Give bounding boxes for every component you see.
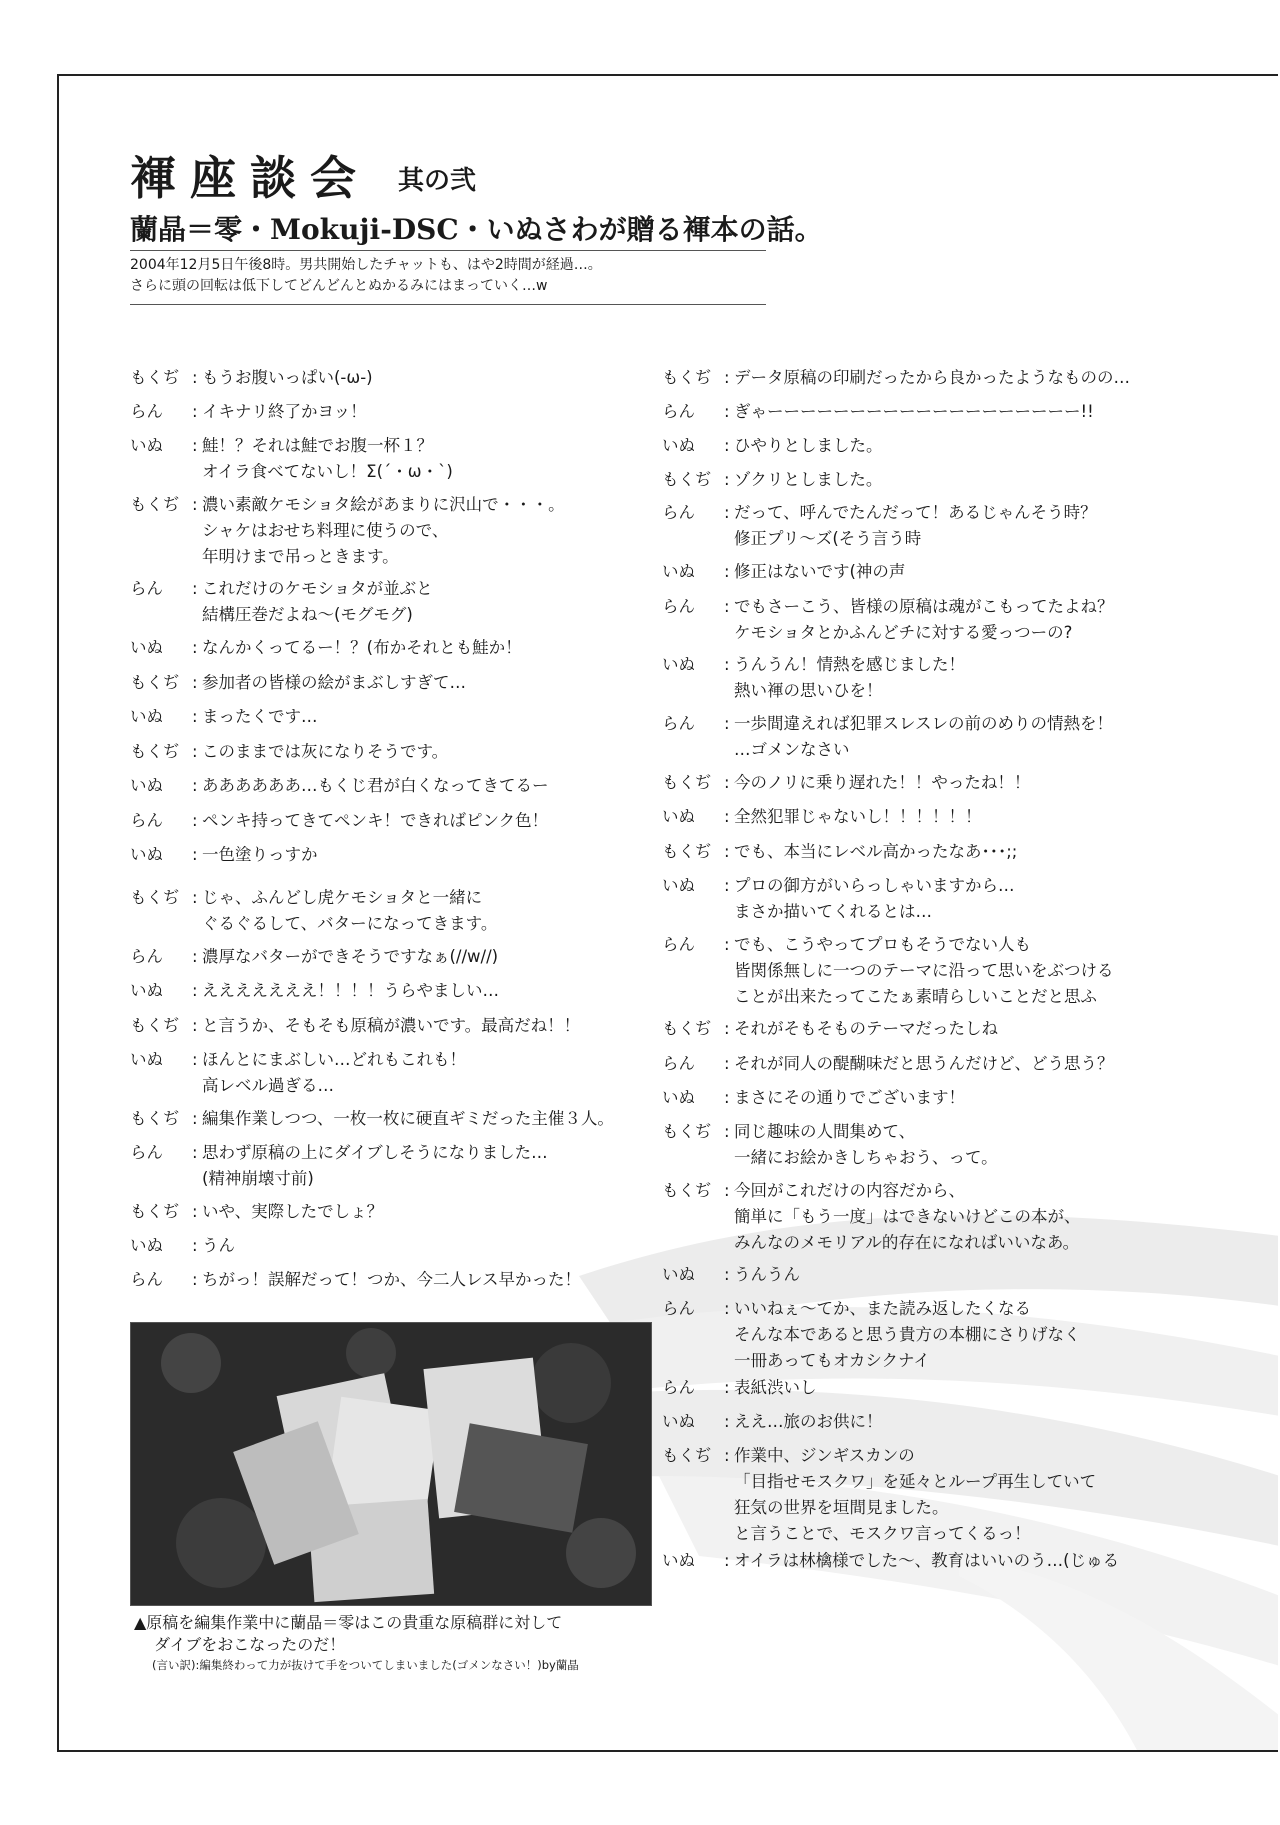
dialogue-entry <box>662 652 965 704</box>
speaker-name: らん <box>662 714 695 733</box>
dialogue-text <box>734 1548 1119 1574</box>
speaker-separator: : <box>724 402 730 421</box>
dialogue-entry <box>130 1106 614 1132</box>
dialogue-line: でも、本当にレベル高かったなあ･･･;; <box>734 842 1018 861</box>
dialogue-line: 鮭！？それは鮭でお腹一杯１？ <box>202 436 433 455</box>
speaker-separator: : <box>724 1299 730 1318</box>
speaker-name: もくぢ <box>662 1181 712 1200</box>
dialogue-text <box>734 804 982 830</box>
dialogue-text <box>734 559 905 585</box>
dialogue-line: ペンキ持ってきてペンキ！できればピンク色！ <box>202 811 549 830</box>
dialogue-entry <box>130 773 549 799</box>
speaker-name: らん <box>130 947 163 966</box>
dialogue-line: 作業中、ジンギスカンの <box>734 1446 915 1465</box>
dialogue-entry <box>662 839 1017 865</box>
dialogue-entry <box>662 711 1113 763</box>
dialogue-entry <box>662 1119 998 1171</box>
dialogue-line: ぎゃーーーーーーーーーーーーーーーーーーー!! <box>734 402 1094 421</box>
dialogue-line: 高レベル過ぎる… <box>202 1076 334 1095</box>
speaker-separator: : <box>724 1181 730 1200</box>
dialogue-line: 結構圧巻だよね～(モグモグ) <box>202 605 413 624</box>
dialogue-text <box>734 873 1015 925</box>
dialogue-line: じゃ、ふんどし虎ケモショタと一緒に <box>202 888 483 907</box>
dialogue-entry <box>130 1267 581 1293</box>
dialogue-line: 年明けまで吊っときます。 <box>202 547 399 566</box>
page-bottom-rule <box>57 1750 1278 1752</box>
dialogue-line: なんかくってるー！？(布かそれとも鮭か！ <box>202 638 522 657</box>
dialogue-entry <box>662 594 1114 646</box>
dialogue-text <box>734 1443 1096 1547</box>
dialogue-line: 簡単に「もう一度」はできないけどこの本が、 <box>734 1207 1081 1226</box>
speaker-separator: : <box>724 1446 730 1465</box>
speaker-separator: : <box>192 888 198 907</box>
photo-image <box>131 1323 651 1605</box>
dialogue-line: 修正プリ～ズ(そう言う時 <box>734 529 922 548</box>
speaker-name: らん <box>130 1143 163 1162</box>
intro-line: 2004年12月5日午後8時。男共開始したチャットも、はや2時間が経過…。 <box>130 257 602 273</box>
dialogue-entry <box>130 944 498 970</box>
speaker-separator: : <box>724 436 730 455</box>
page-title: 褌座談会 <box>130 151 370 205</box>
dialogue-line: まさか描いてくれるとは… <box>734 902 932 921</box>
intro-text <box>130 255 602 297</box>
speaker-name: らん <box>130 811 163 830</box>
speaker-separator: : <box>724 1378 730 1397</box>
dialogue-entry <box>130 1013 580 1039</box>
speaker-separator: : <box>192 707 198 726</box>
dialogue-entry <box>662 365 1130 391</box>
dialogue-line: 皆関係無しに一つのテーマに沿って思いをぶつける <box>734 961 1114 980</box>
dialogue-line: と言うか、そもそも原稿が濃いです。最高だね！！ <box>202 1016 581 1035</box>
speaker-name: いぬ <box>130 1050 163 1069</box>
dialogue-text <box>734 1375 817 1401</box>
dialogue-text <box>202 885 497 937</box>
photo-manuscripts <box>130 1322 652 1606</box>
speaker-name: いぬ <box>662 807 695 826</box>
speaker-name: いぬ <box>662 436 695 455</box>
dialogue-entry <box>662 1548 1119 1574</box>
dialogue-text <box>202 635 522 661</box>
speaker-separator: : <box>724 1551 730 1570</box>
dialogue-text <box>734 652 965 704</box>
dialogue-entry <box>662 932 1114 1010</box>
photo-caption-line: ▲原稿を編集作業中に蘭晶＝零はこの貴重な原稿群に対して <box>134 1613 563 1632</box>
dialogue-entry <box>662 500 1097 552</box>
dialogue-line: プロの御方がいらっしゃいますから… <box>734 876 1015 895</box>
dialogue-entry <box>662 1262 800 1288</box>
dialogue-entry <box>662 1409 883 1435</box>
dialogue-text <box>202 1267 581 1293</box>
intro-line: さらに頭の回転は低下してどんどんとぬかるみにはまっていく…w <box>130 278 548 294</box>
dialogue-text <box>734 594 1114 646</box>
dialogue-line: と言うことで、モスクワ言ってくるっ！ <box>734 1524 1031 1543</box>
dialogue-entry <box>662 804 982 830</box>
speaker-name: もくぢ <box>662 1122 712 1141</box>
dialogue-line: うん <box>202 1236 235 1255</box>
speaker-separator: : <box>192 1236 198 1255</box>
dialogue-line: (精神崩壊寸前) <box>202 1169 314 1188</box>
speaker-name: もくぢ <box>662 842 712 861</box>
dialogue-line: 一歩間違えれば犯罪スレスレの前のめりの情熱を！ <box>734 714 1114 733</box>
dialogue-text <box>734 1016 998 1042</box>
dialogue-text <box>734 467 882 493</box>
speaker-name: らん <box>662 1054 695 1073</box>
dialogue-line: みんなのメモリアル的存在になればいいなあ。 <box>734 1233 1080 1252</box>
dialogue-line: いや、実際したでしょ？ <box>202 1202 384 1221</box>
dialogue-entry <box>662 1443 1096 1547</box>
speaker-name: もくぢ <box>130 368 180 387</box>
speaker-name: もくぢ <box>130 495 180 514</box>
dialogue-line: シャケはおせち料理に使うので、 <box>202 521 449 540</box>
dialogue-line: ゾクリとしました。 <box>734 470 883 489</box>
speaker-name: もくぢ <box>130 673 180 692</box>
speaker-separator: : <box>192 638 198 657</box>
dialogue-line: 修正はないです(神の声 <box>734 562 906 581</box>
dialogue-entry <box>130 399 367 425</box>
speaker-name: いぬ <box>662 1412 695 1431</box>
dialogue-line: ちがっ！誤解だって！つか、今二人レス早かった！ <box>202 1270 582 1289</box>
speaker-name: もくぢ <box>662 773 712 792</box>
speaker-separator: : <box>192 742 198 761</box>
dialogue-text <box>734 1296 1081 1374</box>
dialogue-entry <box>662 770 1030 796</box>
speaker-name: もくぢ <box>130 742 180 761</box>
speaker-separator: : <box>192 776 198 795</box>
dialogue-text <box>202 1140 548 1192</box>
speaker-name: いぬ <box>130 845 163 864</box>
speaker-separator: : <box>192 368 198 387</box>
dialogue-entry <box>662 433 883 459</box>
dialogue-text <box>734 1262 800 1288</box>
speaker-separator: : <box>724 1054 730 1073</box>
speaker-separator: : <box>192 1109 198 1128</box>
dialogue-line: オイラは林檎様でした～、教育はいいのう…(じゅる <box>734 1551 1120 1570</box>
dialogue-text <box>734 500 1097 552</box>
dialogue-line: うんうん <box>734 1265 800 1284</box>
dialogue-text <box>734 770 1030 796</box>
speaker-separator: : <box>192 579 198 598</box>
dialogue-line: 熱い褌の思いひを！ <box>734 681 883 700</box>
dialogue-text <box>734 932 1114 1010</box>
dialogue-line: それがそもそものテーマだったしね <box>734 1019 998 1038</box>
dialogue-text <box>202 1199 383 1225</box>
dialogue-entry <box>662 1296 1081 1374</box>
dialogue-text <box>734 1085 965 1111</box>
dialogue-line: 表紙渋いし <box>734 1378 817 1397</box>
speaker-name: いぬ <box>662 1265 695 1284</box>
speaker-separator: : <box>724 368 730 387</box>
dialogue-entry <box>130 1047 466 1099</box>
dialogue-text <box>202 576 433 628</box>
speaker-separator: : <box>192 673 198 692</box>
speaker-name: もくぢ <box>662 368 712 387</box>
dialogue-text <box>202 1013 580 1039</box>
dialogue-line: 参加者の皆様の絵がまぶしすぎて… <box>202 673 466 692</box>
dialogue-line: でもさーこう、皆様の原稿は魂がこもってたよね？ <box>734 597 1114 616</box>
dialogue-entry <box>130 365 373 391</box>
speaker-separator: : <box>192 495 198 514</box>
dialogue-line: 全然犯罪じゃないし！！！！！！ <box>734 807 982 826</box>
speaker-name: らん <box>662 935 695 954</box>
speaker-separator: : <box>724 842 730 861</box>
dialogue-line: ひやりとしました。 <box>734 436 883 455</box>
dialogue-entry <box>130 1140 548 1192</box>
dialogue-entry <box>662 399 1094 425</box>
speaker-separator: : <box>724 1265 730 1284</box>
dialogue-entry <box>662 873 1015 925</box>
dialogue-line: ことが出来たってこたぁ素晴らしいことだと思ふ <box>734 987 1097 1006</box>
speaker-separator: : <box>724 935 730 954</box>
speaker-name: もくぢ <box>662 470 712 489</box>
dialogue-entry <box>130 808 548 834</box>
dialogue-line: これだけのケモショタが並ぶと <box>202 579 433 598</box>
speaker-name: いぬ <box>662 562 695 581</box>
speaker-name: らん <box>130 402 163 421</box>
speaker-separator: : <box>192 1202 198 1221</box>
speaker-separator: : <box>192 811 198 830</box>
speaker-separator: : <box>724 714 730 733</box>
dialogue-text <box>202 842 318 868</box>
dialogue-line: 濃い素敵ケモショタ絵があまりに沢山で・・・。 <box>202 495 565 514</box>
speaker-separator: : <box>192 981 198 1000</box>
dialogue-text <box>734 839 1017 865</box>
speaker-name: いぬ <box>130 1236 163 1255</box>
dialogue-text <box>202 704 318 730</box>
speaker-name: いぬ <box>130 707 163 726</box>
speaker-separator: : <box>724 1122 730 1141</box>
speaker-name: もくぢ <box>130 1016 180 1035</box>
dialogue-text <box>202 978 499 1004</box>
speaker-name: らん <box>662 597 695 616</box>
dialogue-entry <box>662 1051 1114 1077</box>
speaker-name: らん <box>130 579 163 598</box>
page-title-suffix: 其の弐 <box>398 166 477 196</box>
dialogue-text <box>202 433 453 485</box>
dialogue-line: 濃厚なバターができそうですなぁ(//w//) <box>202 947 499 966</box>
dialogue-text <box>202 1106 614 1132</box>
speaker-separator: : <box>724 1019 730 1038</box>
dialogue-entry <box>130 842 318 868</box>
headline-rule <box>130 250 766 251</box>
speaker-name: いぬ <box>662 876 695 895</box>
photo-caption <box>134 1612 562 1656</box>
speaker-separator: : <box>192 402 198 421</box>
dialogue-entry <box>130 704 318 730</box>
speaker-name: らん <box>662 1378 695 1397</box>
photo-note: (言い訳):編集終わって力が抜けて手をついてしまいました(ゴメンなさい！)by蘭晶 <box>152 1658 579 1672</box>
dialogue-line: オイラ食べてないし！Σ(´・ω・`) <box>202 462 453 481</box>
dialogue-text <box>202 365 373 391</box>
dialogue-text <box>202 773 549 799</box>
dialogue-line: いいねぇ～てか、また読み返したくなる <box>734 1299 1031 1318</box>
dialogue-line: うんうん！情熱を感じました！ <box>734 655 965 674</box>
dialogue-entry <box>662 1085 965 1111</box>
dialogue-line: 狂気の世界を垣間見ました。 <box>734 1498 949 1517</box>
dialogue-entry <box>662 1375 817 1401</box>
dialogue-entry <box>130 885 497 937</box>
dialogue-entry <box>130 492 565 570</box>
dialogue-line: 「目指せモスクワ」を延々とループ再生していて <box>734 1472 1097 1491</box>
speaker-separator: : <box>192 845 198 864</box>
dialogue-line: 今のノリに乗り遅れた！！やったね！！ <box>734 773 1031 792</box>
speaker-separator: : <box>192 1143 198 1162</box>
dialogue-line: えええええええ！！！！うらやましい… <box>202 981 499 1000</box>
dialogue-text <box>734 1178 1081 1256</box>
dialogue-line: ほんとにまぶしい…どれもこれも！ <box>202 1050 466 1069</box>
headline: 蘭晶＝零・Mokuji-DSC・いぬさわが贈る褌本の話。 <box>130 213 823 246</box>
speaker-separator: : <box>724 562 730 581</box>
speaker-separator: : <box>724 1412 730 1431</box>
dialogue-line: データ原稿の印刷だったから良かったようなものの… <box>734 368 1130 387</box>
speaker-separator: : <box>724 807 730 826</box>
dialogue-line: まさにその通りでございます！ <box>734 1088 965 1107</box>
dialogue-line: 一冊あってもオカシクナイ <box>734 1351 930 1370</box>
speaker-name: いぬ <box>130 776 163 795</box>
speaker-name: らん <box>130 1270 163 1289</box>
dialogue-text <box>202 492 565 570</box>
speaker-separator: : <box>724 773 730 792</box>
dialogue-text <box>734 1051 1114 1077</box>
speaker-separator: : <box>724 597 730 616</box>
dialogue-text <box>202 399 367 425</box>
dialogue-line: 編集作業しつつ、一枚一枚に硬直ギミだった主催３人。 <box>202 1109 614 1128</box>
photo-caption-line: ダイブをおこなったのだ！ <box>154 1635 346 1654</box>
speaker-name: いぬ <box>130 638 163 657</box>
dialogue-line: イキナリ終了かヨッ！ <box>202 402 367 421</box>
speaker-separator: : <box>724 876 730 895</box>
dialogue-line: 同じ趣味の人間集めて、 <box>734 1122 916 1141</box>
speaker-separator: : <box>724 503 730 522</box>
dialogue-entry <box>130 635 522 661</box>
dialogue-text <box>734 711 1113 763</box>
dialogue-text <box>734 365 1130 391</box>
dialogue-text <box>202 670 466 696</box>
speaker-separator: : <box>192 1270 198 1289</box>
speaker-name: もくぢ <box>130 1202 180 1221</box>
dialogue-text <box>202 739 448 765</box>
speaker-name: もくぢ <box>662 1019 712 1038</box>
dialogue-entry <box>662 467 882 493</box>
dialogue-text <box>202 944 498 970</box>
dialogue-text <box>734 433 883 459</box>
dialogue-line: まったくです… <box>202 707 318 726</box>
dialogue-line: 今回がこれだけの内容だから、 <box>734 1181 965 1200</box>
dialogue-line: ええ…旅のお供に！ <box>734 1412 883 1431</box>
dialogue-line: そんな本であると思う貴方の本棚にさりげなく <box>734 1325 1081 1344</box>
dialogue-line: それが同人の醍醐味だと思うんだけど、どう思う？ <box>734 1054 1114 1073</box>
speaker-separator: : <box>724 655 730 674</box>
speaker-name: いぬ <box>662 1088 695 1107</box>
dialogue-line: 思わず原稿の上にダイブしそうになりました… <box>202 1143 548 1162</box>
speaker-separator: : <box>724 470 730 489</box>
dialogue-text <box>202 1233 235 1259</box>
dialogue-entry <box>130 978 499 1004</box>
dialogue-text <box>734 1119 998 1171</box>
speaker-name: らん <box>662 402 695 421</box>
dialogue-text <box>202 1047 466 1099</box>
speaker-name: らん <box>662 1299 695 1318</box>
speaker-name: いぬ <box>130 981 163 1000</box>
dialogue-line: …ゴメンなさい <box>734 740 850 759</box>
dialogue-entry <box>130 739 448 765</box>
intro-rule <box>130 304 766 305</box>
speaker-name: いぬ <box>130 436 163 455</box>
dialogue-line: 一色塗りっすか <box>202 845 318 864</box>
dialogue-text <box>202 808 548 834</box>
speaker-separator: : <box>192 436 198 455</box>
dialogue-line: 一緒にお絵かきしちゃおう、って。 <box>734 1148 998 1167</box>
dialogue-entry <box>130 1233 235 1259</box>
speaker-name: いぬ <box>662 1551 695 1570</box>
dialogue-line: ああああああ…もくじ君が白くなってきてるー <box>202 776 549 795</box>
dialogue-text <box>734 399 1094 425</box>
dialogue-entry <box>662 559 905 585</box>
dialogue-entry <box>130 1199 383 1225</box>
speaker-name: らん <box>662 503 695 522</box>
dialogue-entry <box>662 1016 998 1042</box>
dialogue-entry <box>130 670 466 696</box>
speaker-name: もくぢ <box>662 1446 712 1465</box>
dialogue-line: ぐるぐるして、バターになってきます。 <box>202 914 498 933</box>
speaker-separator: : <box>724 1088 730 1107</box>
dialogue-line: でも、こうやってプロもそうでない人も <box>734 935 1031 954</box>
dialogue-line: ケモショタとかふんどチに対する愛っつーの? <box>734 623 1073 642</box>
speaker-name: いぬ <box>662 655 695 674</box>
dialogue-entry <box>130 576 433 628</box>
dialogue-entry <box>130 433 453 485</box>
speaker-name: もくぢ <box>130 888 180 907</box>
speaker-separator: : <box>192 1016 198 1035</box>
dialogue-entry <box>662 1178 1081 1256</box>
speaker-separator: : <box>192 1050 198 1069</box>
dialogue-line: このままでは灰になりそうです。 <box>202 742 449 761</box>
speaker-name: もくぢ <box>130 1109 180 1128</box>
dialogue-text <box>734 1409 883 1435</box>
dialogue-line: もうお腹いっぱい(-ω-) <box>202 368 373 387</box>
dialogue-line: だって、呼んでたんだって！あるじゃんそう時？ <box>734 503 1097 522</box>
speaker-separator: : <box>192 947 198 966</box>
